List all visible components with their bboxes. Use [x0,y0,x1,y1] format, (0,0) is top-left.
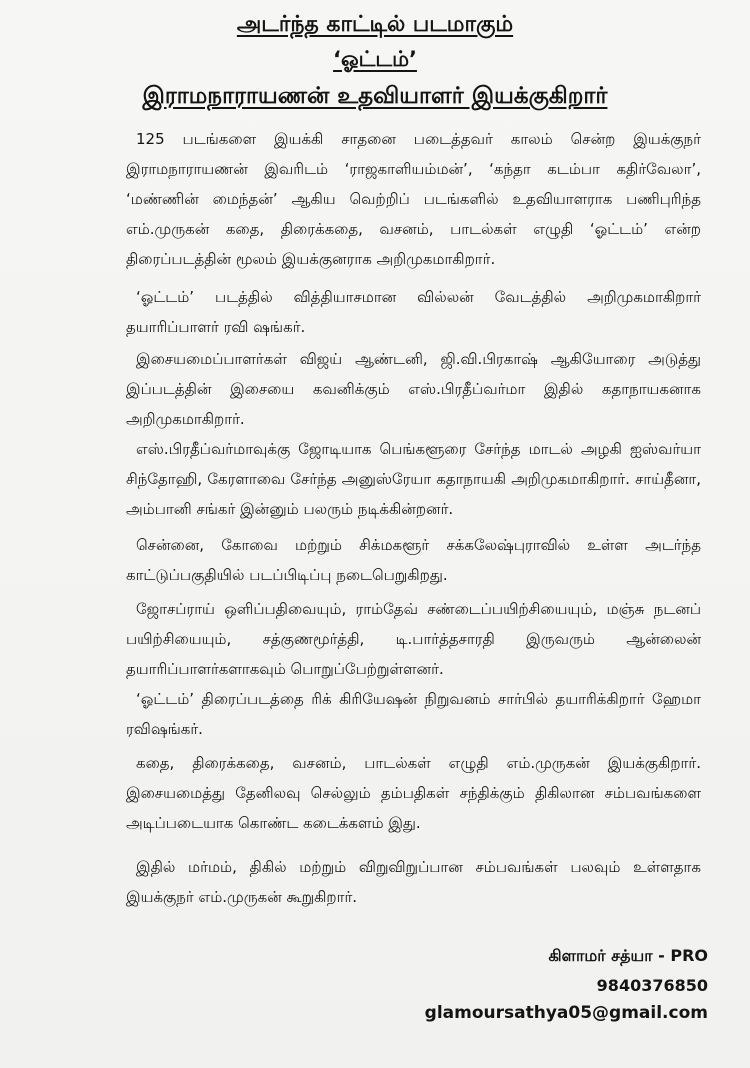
signature-name: கிளாமர் சத்யா - PRO [548,946,708,965]
headline-line-1: அடர்ந்த காட்டில் படமாகும் [236,12,514,37]
headline-line-3: இராமநாராயணன் உதவியாளர் இயக்குகிறார் [142,83,608,109]
signature-phone: 9840376850 [596,976,708,995]
paragraph-hero: இசையமைப்பாளர்கள் விஜய் ஆண்டனி, ஜி.வி.பிரகாஷ் ஆகியோரை அடுத்து இப்படத்தின் இசையை கவனிக்கும் எஸ்.பிரதீப்வர்மா இதில் கதாநாயகனாக அறிமுகமாகிறார். [126,350,701,428]
paragraph-director-intro: 125 படங்களை இயக்கி சாதனை படைத்தவர் காலம் சென்ற இயக்குநர் இராமநாராயணன் இவரிடம் ‘ராஜகாளியம்மன்’, ‘கந்தா கடம்பா கதிர்வேலா’, ‘மண்ணின் மைந்தன்’ ஆகிய வெற்றிப் படங்களில் உதவியாளராக பணிபுரிந்த எம்.முருகன் கதை, திரைக்கதை, வசனம், பாடல்கள் எழுதி ‘ஓட்டம்’ என்ற திரைப்படத்தின் மூலம் இயக்குனராக அறிமுகமாகிறார். [126,130,701,268]
signature-email: glamoursathya05@gmail.com [424,1003,708,1023]
paragraph-story: கதை, திரைக்கதை, வசனம், பாடல்கள் எழுதி எம்.முருகன் இயக்குகிறார். இசையமைத்து தேனிலவு செல்லும் தம்பதிகள் சந்திக்கும் திகிலான சம்பவங்களை அடிப்படையாக கொண்ட கடைக்களம் இது. [126,754,701,832]
film-title: ‘ஓட்டம்’ [333,47,417,71]
paragraph-heroines: எஸ்.பிரதீப்வர்மாவுக்கு ஜோடியாக பெங்களூரை சேர்ந்த மாடல் அழகி ஐஸ்வர்யா சிந்தோஹி, கேரளாவை சேர்ந்த அனுஸ்ரேயா கதாநாயகி அறிமுகமாகிறார். சாய்தீனா, அம்பானி சங்கர் இன்னும் பலரும் நடிக்கின்றனர். [126,440,701,518]
paragraph-villain: ‘ஓட்டம்’ படத்தில் வித்தியாசமான வில்லன் வேடத்தில் அறிமுகமாகிறார் தயாரிப்பாளர் ரவி ஷங்கர். [126,288,701,336]
paragraph-crew: ஜோசப்ராய் ஒளிப்பதிவையும், ராம்தேவ் சண்டைப்பயிற்சியையும், மஞ்சு நடனப் பயிற்சியையும், சத்குணமூர்த்தி, டி.பார்த்தசாரதி இருவரும் ஆன்லைன் தயாரிப்பாளர்களாகவும் பொறுப்பேற்றுள்ளனர். [126,600,701,678]
paragraph-locations: சென்னை, கோவை மற்றும் சிக்மகளூர் சக்கலேஷ்புராவில் உள்ள அடர்ந்த காட்டுப்பகுதியில் படப்பிடிப்பு நடைபெறுகிறது. [126,536,701,584]
paragraph-closing: இதில் மர்மம், திகில் மற்றும் விறுவிறுப்பான சம்பவங்கள் பலவும் உள்ளதாக இயக்குநர் எம்.முருகன் கூறுகிறார். [126,858,701,906]
paragraph-producer: ‘ஓட்டம்’ திரைப்படத்தை ரிக் கிரியேஷன் நிறுவனம் சார்பில் தயாரிக்கிறார் ஹேமா ரவிஷங்கர். [126,690,701,738]
